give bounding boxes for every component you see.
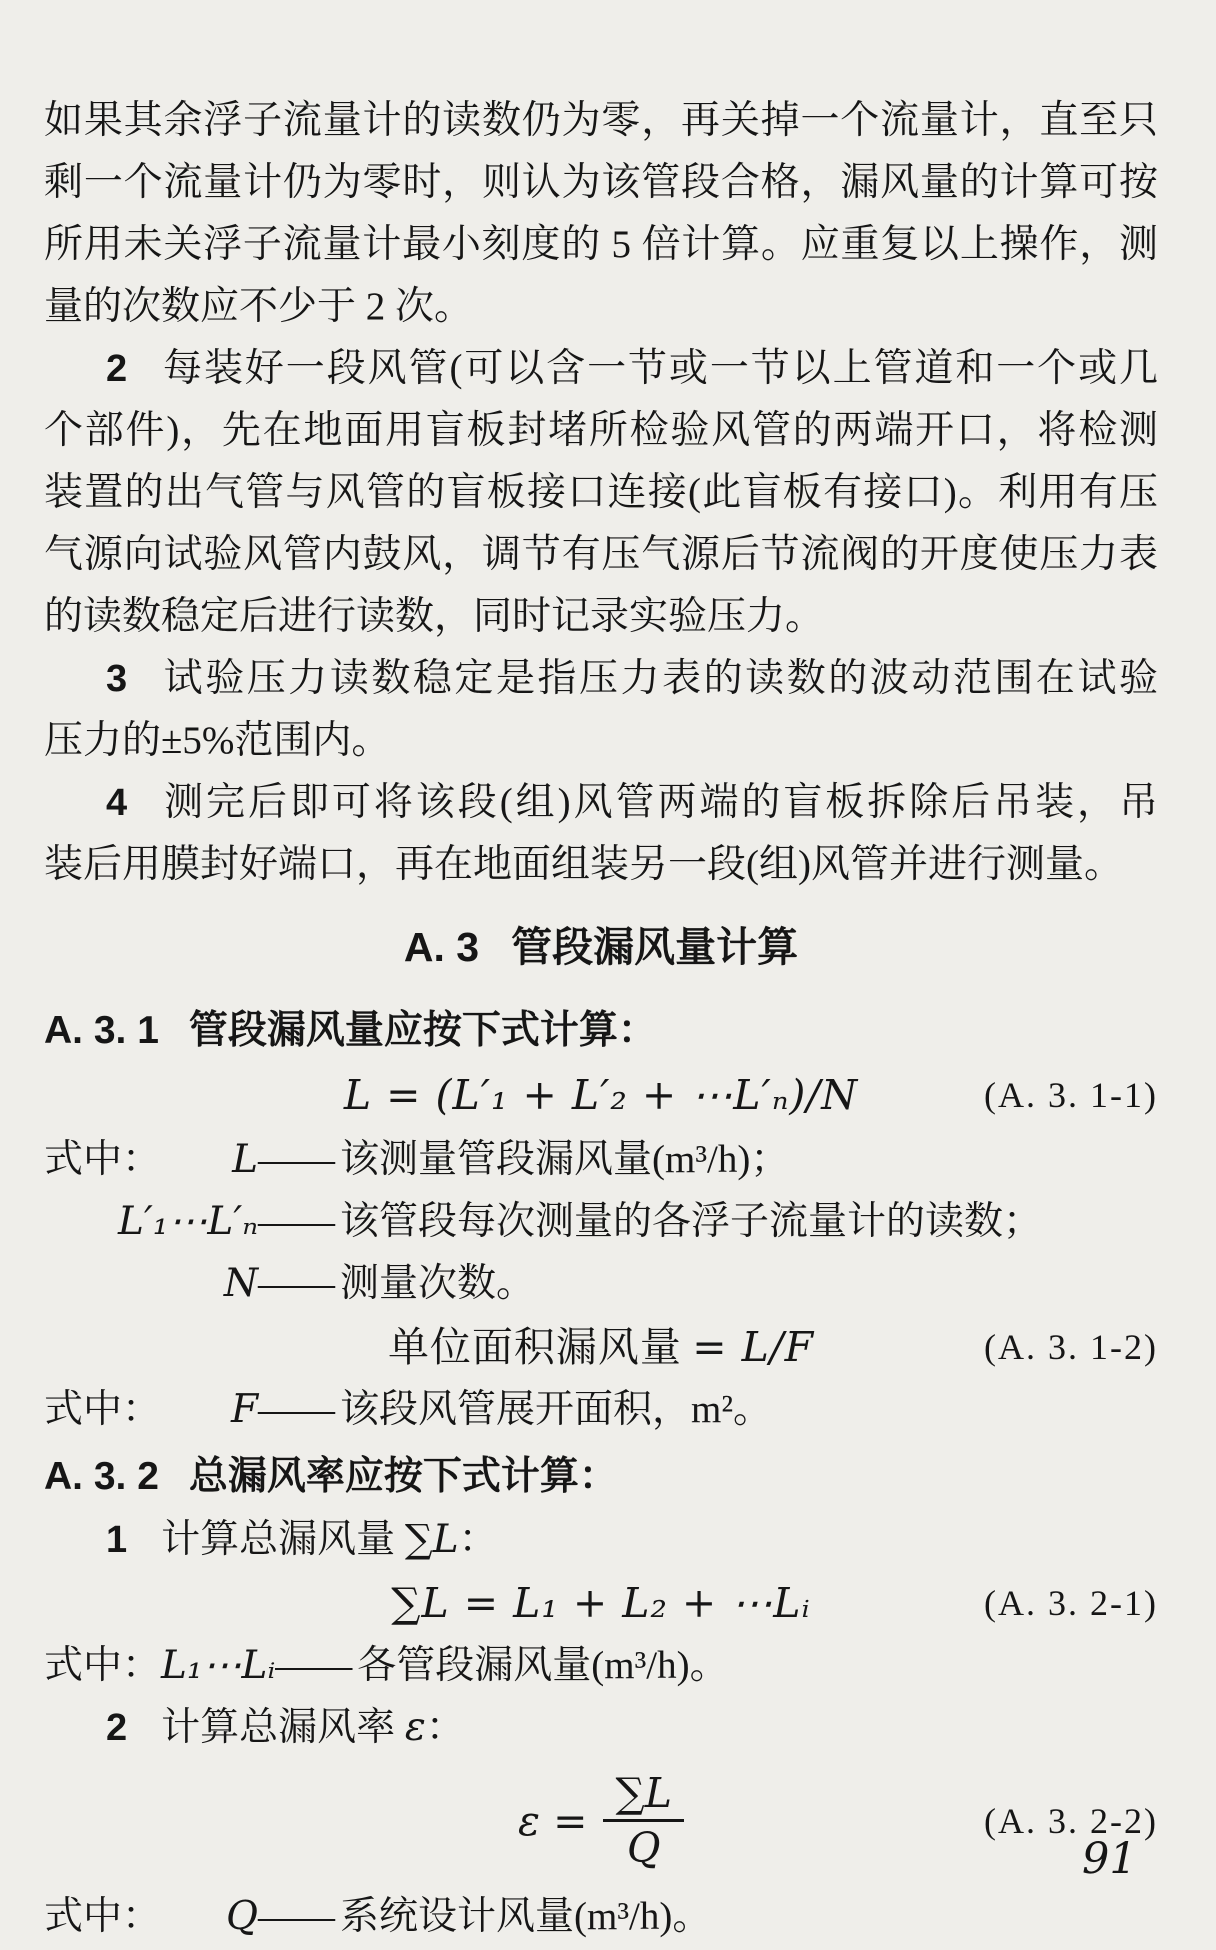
definition-symbol: L	[232, 1137, 258, 1182]
definition-row	[44, 1130, 1158, 1190]
definition-row	[44, 1380, 1158, 1440]
definition-symbol: L′₁⋯L′ₙ	[118, 1199, 258, 1244]
definition-row	[44, 1192, 1158, 1252]
paragraph-line	[44, 772, 1158, 834]
item-number: 2	[106, 1707, 128, 1749]
sub-item-math: ε	[404, 1705, 426, 1750]
definition-prefix: 式中：	[44, 1895, 162, 1938]
definition-dash: ——	[275, 1644, 352, 1687]
paragraph-text: 测完后即可将该段(组)风管两端的盲板拆除后吊装，吊	[161, 781, 1158, 824]
paragraph-line: 所用未关浮子流量计最小刻度的 5 倍计算。应重复以上操作，测	[44, 223, 1158, 266]
formula-label: (A. 3. 1-1)	[984, 1075, 1158, 1115]
item-number: 2	[106, 348, 128, 390]
definition-dash: ——	[258, 1262, 334, 1305]
formula-expression: ∑L = L₁ + L₂ + ⋯Lᵢ	[391, 1579, 811, 1627]
definition-prefix: 式中：	[44, 1388, 162, 1431]
definition-row	[44, 1887, 1158, 1947]
sub-item-text: 计算总漏风量	[161, 1518, 396, 1561]
formula-label: (A. 3. 1-2)	[984, 1327, 1158, 1367]
paragraph-text: 试验压力读数稳定是指压力表的读数的波动范围在试验	[161, 657, 1158, 700]
formula-a312	[44, 1318, 1158, 1376]
definition-description: 该管段每次测量的各浮子流量计的读数；	[340, 1200, 1043, 1243]
clause-number: A. 3. 2	[44, 1455, 159, 1498]
list-item-4	[44, 772, 1158, 896]
formula-a322	[44, 1764, 1158, 1877]
definition-list	[44, 1130, 1158, 1314]
fraction-denominator: Q	[626, 1824, 661, 1872]
paragraph-line: 装置的出气管与风管的盲板接口连接(此盲板有接口)。利用有压	[44, 471, 1158, 514]
paragraph-line: 装后用膜封好端口，再在地面组装另一段(组)风管并进行测量。	[44, 843, 1123, 886]
definition-dash: ——	[258, 1895, 334, 1938]
definition-description: 各管段漏风量(m³/h)。	[357, 1644, 729, 1687]
section-heading	[44, 916, 1158, 978]
definition-symbol: Q	[226, 1894, 258, 1939]
paragraph-line: 的读数稳定后进行读数，同时记录实验压力。	[44, 595, 825, 638]
list-item-2	[44, 338, 1158, 648]
sub-item-2	[44, 1698, 1158, 1758]
paragraph-line: 个部件)，先在地面用盲板封堵所检验风管的两端开口，将检测	[44, 409, 1158, 452]
definition-prefix: 式中：	[44, 1644, 162, 1687]
definition-dash: ——	[258, 1388, 334, 1431]
paragraph-line: 剩一个流量计仍为零时，则认为该管段合格，漏风量的计算可按	[44, 161, 1158, 204]
definition-row	[44, 1636, 1158, 1696]
paragraph-line: 量的次数应不少于 2 次。	[44, 285, 474, 328]
section-title: 管段漏风量计算	[511, 924, 799, 970]
formula-expression: L = (L′₁ + L′₂ + ⋯L′ₙ)/N	[343, 1071, 859, 1119]
clause-a31	[44, 1000, 1158, 1062]
clause-a32	[44, 1446, 1158, 1508]
definition-description: 该段风管展开面积，m²。	[340, 1388, 773, 1431]
paragraph-text: 每装好一段风管(可以含一节或一节以上管道和一个或几	[161, 347, 1158, 390]
list-item-3	[44, 648, 1158, 772]
definition-row	[44, 1254, 1158, 1314]
clause-text: 管段漏风量应按下式计算：	[188, 1009, 657, 1052]
page-body	[44, 90, 1158, 1947]
clause-number: A. 3. 1	[44, 1009, 159, 1052]
sub-item-colon: ：	[425, 1706, 465, 1749]
paragraph-line: 压力的±5%范围内。	[44, 719, 391, 762]
section-number: A. 3	[403, 924, 480, 970]
page-number: 91	[1082, 1834, 1137, 1884]
sub-item-1	[44, 1510, 1158, 1570]
formula-lhs: ε =	[518, 1796, 588, 1845]
definition-dash: ——	[258, 1138, 334, 1181]
definition-description: 系统设计风量(m³/h)。	[340, 1895, 712, 1938]
formula-label: (A. 3. 2-1)	[984, 1583, 1158, 1623]
formula-a311	[44, 1066, 1158, 1124]
paragraph-line: 如果其余浮子流量计的读数仍为零，再关掉一个流量计，直至只	[44, 99, 1158, 142]
paragraph-continuation	[44, 90, 1158, 338]
definition-prefix: 式中：	[44, 1138, 162, 1181]
item-number: 4	[106, 782, 128, 824]
formula-text: 单位面积漏风量	[387, 1324, 682, 1370]
definition-dash: ——	[258, 1200, 334, 1243]
formula-a321	[44, 1574, 1158, 1632]
paragraph-line	[44, 338, 1158, 400]
item-number: 1	[106, 1519, 128, 1561]
formula-expression: = L/F	[692, 1323, 815, 1371]
clause-text: 总漏风率应按下式计算：	[188, 1455, 618, 1498]
sub-item-math: ∑L	[404, 1517, 459, 1562]
definition-symbol: L₁⋯Lᵢ	[161, 1643, 276, 1688]
sub-item-text: 计算总漏风率	[161, 1706, 396, 1749]
paragraph-line: 气源向试验风管内鼓风，调节有压气源后节流阀的开度使压力表	[44, 533, 1158, 576]
definition-description: 该测量管段漏风量(m³/h)；	[340, 1138, 790, 1181]
definition-symbol: F	[230, 1387, 258, 1432]
sub-item-colon: ：	[458, 1518, 498, 1561]
paragraph-line	[44, 648, 1158, 710]
definition-description: 测量次数。	[340, 1262, 536, 1305]
fraction	[603, 1770, 684, 1871]
item-number: 3	[106, 658, 128, 700]
formula-label: (A. 3. 2-2)	[984, 1800, 1158, 1841]
fraction-numerator: ∑L	[603, 1770, 684, 1822]
definition-symbol: N	[223, 1261, 258, 1306]
